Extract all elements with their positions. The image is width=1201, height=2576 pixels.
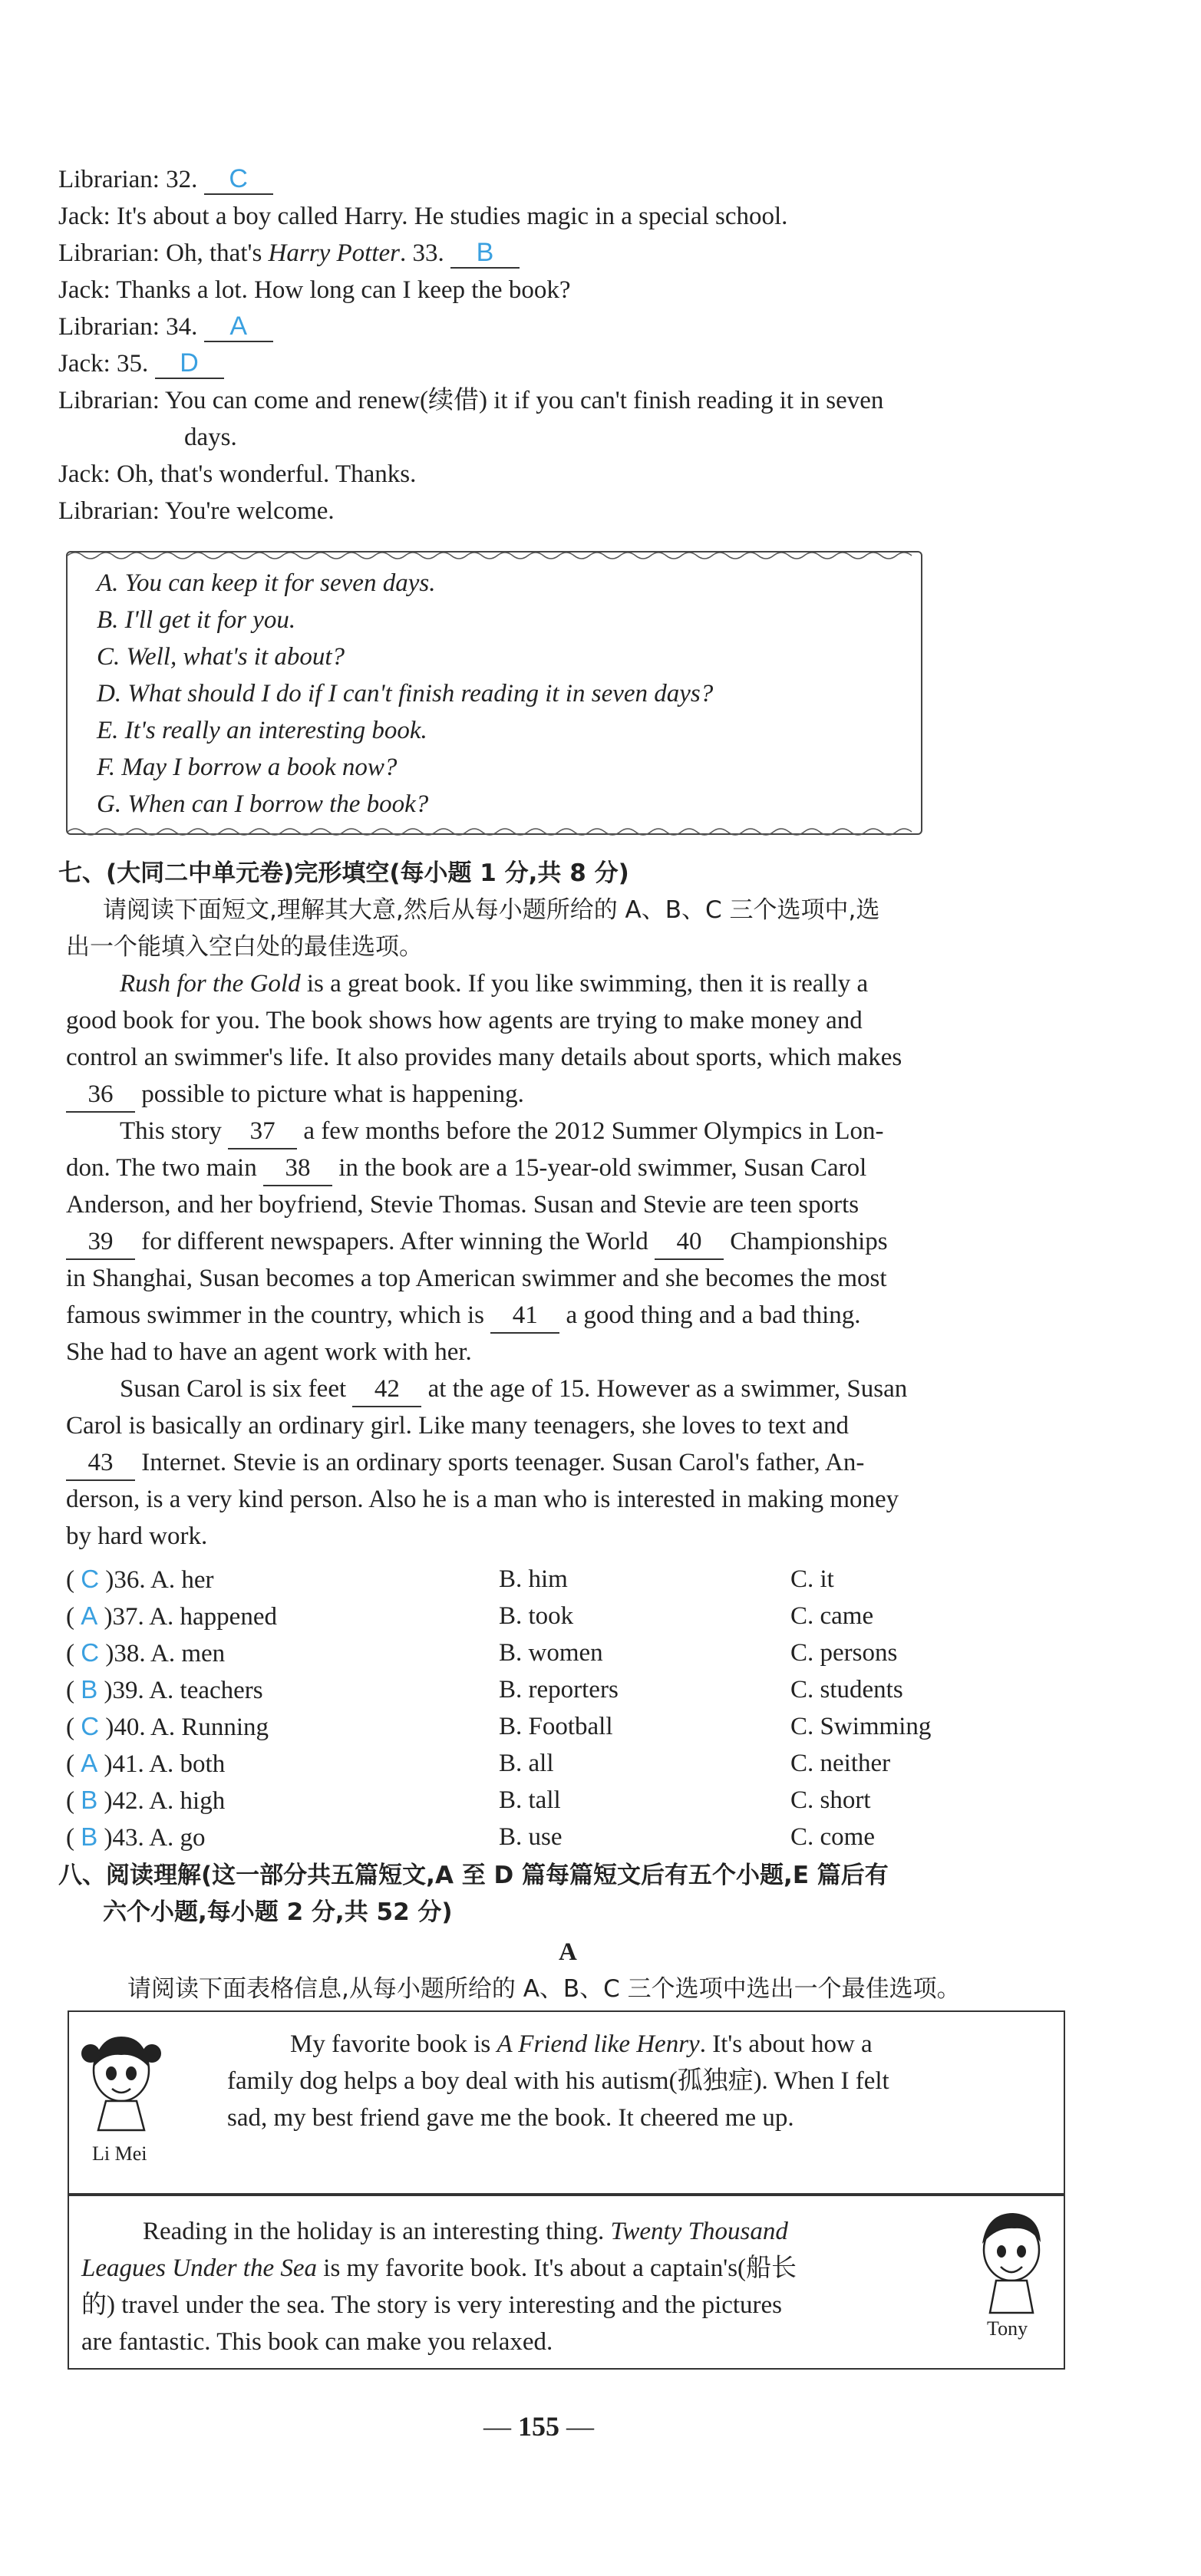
passage-line: Anderson, and her boyfriend, Stevie Thomas. Susan and Stevie are teen sports <box>66 1191 860 1219</box>
girl-icon <box>75 2023 167 2138</box>
option-g: G. When can I borrow the book? <box>97 790 429 818</box>
passage-line: control an swimmer's life. It also provides many details about sports, which makes <box>66 1044 902 1071</box>
tony-text: Leagues Under the Sea is my favorite book. It's about a captain's(船长 <box>81 2254 797 2282</box>
option-f: F. May I borrow a book now? <box>97 754 398 781</box>
option-e: E. It's really an interesting book. <box>97 717 427 744</box>
limei-text: family dog helps a boy deal with his autism(孤独症). When I felt <box>227 2067 889 2095</box>
blank-43: 43 <box>66 1446 135 1481</box>
limei-text: My favorite book is A Friend like Henry. It's about how a <box>290 2030 873 2058</box>
blank-39: 39 <box>66 1225 135 1260</box>
answer-43: B <box>81 1822 98 1851</box>
answer-37: A <box>81 1601 98 1630</box>
dialogue-line-33: Librarian: Oh, that's Harry Potter. 33. B <box>58 236 520 270</box>
blank-40: 40 <box>655 1225 724 1260</box>
wave-border-bottom <box>68 826 921 838</box>
passage-line: 43 Internet. Stevie is an ordinary sports teenager. Susan Carol's father, An- <box>66 1446 864 1481</box>
dash-right: — <box>566 2411 594 2442</box>
dash-left: — <box>483 2411 511 2442</box>
option-a: A. You can keep it for seven days. <box>97 569 436 597</box>
page-number: — 155 — <box>483 2411 594 2442</box>
tony-text: Reading in the holiday is an interesting thing. Twenty Thousand <box>143 2218 788 2245</box>
answer-33: B <box>450 238 520 269</box>
dialogue-line-32: Librarian: 32. C <box>58 163 273 196</box>
passage-line: 39 for different newspapers. After winning the World 40 Championships <box>66 1225 888 1260</box>
passage-line: 36 possible to picture what is happening. <box>66 1077 524 1113</box>
options-box <box>66 551 922 835</box>
blank-37: 37 <box>228 1114 297 1149</box>
answer-40: C <box>81 1712 100 1740</box>
answer-38: C <box>81 1638 100 1667</box>
dialogue-line-34: Librarian: 34. A <box>58 310 273 344</box>
section-8-sub: A <box>559 1938 577 1966</box>
answer-32: C <box>204 164 273 195</box>
passage-line: good book for you. The book shows how agents are trying to make money and <box>66 1007 863 1034</box>
limei-text: sad, my best friend gave me the book. It cheered me up. <box>227 2104 794 2132</box>
passage-line: Carol is basically an ordinary girl. Like many teenagers, she loves to text and <box>66 1412 849 1440</box>
passage-line: She had to have an agent work with her. <box>66 1338 472 1366</box>
option-b: B. I'll get it for you. <box>97 606 296 634</box>
dialogue-line: Librarian: You're welcome. <box>58 497 335 525</box>
passage-line: don. The two main 38 in the book are a 15-year-old swimmer, Susan Carol <box>66 1151 866 1186</box>
section-8-heading: 六个小题,每小题 2 分,共 52 分) <box>103 1898 453 1926</box>
section-7-instruction: 出一个能填入空白处的最佳选项。 <box>66 933 423 961</box>
blank-42: 42 <box>352 1372 421 1407</box>
dialogue-line: Jack: Thanks a lot. How long can I keep the book? <box>58 276 571 304</box>
passage-line: in Shanghai, Susan becomes a top American swimmer and she becomes the most <box>66 1265 887 1292</box>
section-7-instruction: 请阅读下面短文,理解其大意,然后从每小题所给的 A、B、C 三个选项中,选 <box>103 896 880 924</box>
answer-34: A <box>204 312 273 342</box>
blank-38: 38 <box>263 1151 332 1186</box>
answer-41: A <box>81 1749 98 1777</box>
wave-border-top <box>68 549 921 562</box>
option-d: D. What should I do if I can't finish reading it in seven days? <box>97 680 714 707</box>
blank-36: 36 <box>66 1077 135 1113</box>
dialogue-line-35: Jack: 35. D <box>58 347 224 381</box>
answer-39: B <box>81 1675 98 1704</box>
passage-line: This story 37 a few months before the 2012 Summer Olympics in Lon- <box>120 1114 884 1149</box>
dialogue-line: Librarian: You can come and renew(续借) it if you can't finish reading it in seven <box>58 387 884 414</box>
limei-caption: Li Mei <box>92 2142 147 2165</box>
tony-text: are fantastic. This book can make you relaxed. <box>81 2328 553 2356</box>
tony-caption: Tony <box>987 2317 1028 2340</box>
tony-text: 的) travel under the sea. The story is very interesting and the pictures <box>81 2291 783 2319</box>
passage-line: by hard work. <box>66 1522 208 1550</box>
passage-line: famous swimmer in the country, which is 41 a good thing and a bad thing. <box>66 1298 861 1334</box>
passage-line: Susan Carol is six feet 42 at the age of 15. However as a swimmer, Susan <box>120 1372 907 1407</box>
answer-35: D <box>155 348 224 379</box>
section-8-heading: 八、阅读理解(这一部分共五篇短文,A 至 D 篇每篇短文后有五个小题,E 篇后有 <box>58 1862 889 1889</box>
dialogue-line: Jack: Oh, that's wonderful. Thanks. <box>58 460 417 488</box>
blank-41: 41 <box>490 1298 559 1334</box>
section-7-heading: 七、(大同二中单元卷)完形填空(每小题 1 分,共 8 分) <box>58 859 629 887</box>
passage-line: Rush for the Gold is a great book. If you like swimming, then it is really a <box>120 970 869 998</box>
answer-42: B <box>81 1786 98 1814</box>
section-8-instruction: 请阅读下面表格信息,从每小题所给的 A、B、C 三个选项中选出一个最佳选项。 <box>127 1975 961 2003</box>
tony-panel <box>68 2193 1065 2370</box>
option-c: C. Well, what's it about? <box>97 643 345 671</box>
passage-line: derson, is a very kind person. Also he is a man who is interested in making money <box>66 1486 899 1513</box>
answer-36: C <box>81 1565 100 1593</box>
dialogue-line: Jack: It's about a boy called Harry. He studies magic in a special school. <box>58 203 788 230</box>
dialogue-line: days. <box>184 424 237 451</box>
limei-panel <box>68 2010 1065 2196</box>
boy-icon <box>965 2201 1057 2316</box>
